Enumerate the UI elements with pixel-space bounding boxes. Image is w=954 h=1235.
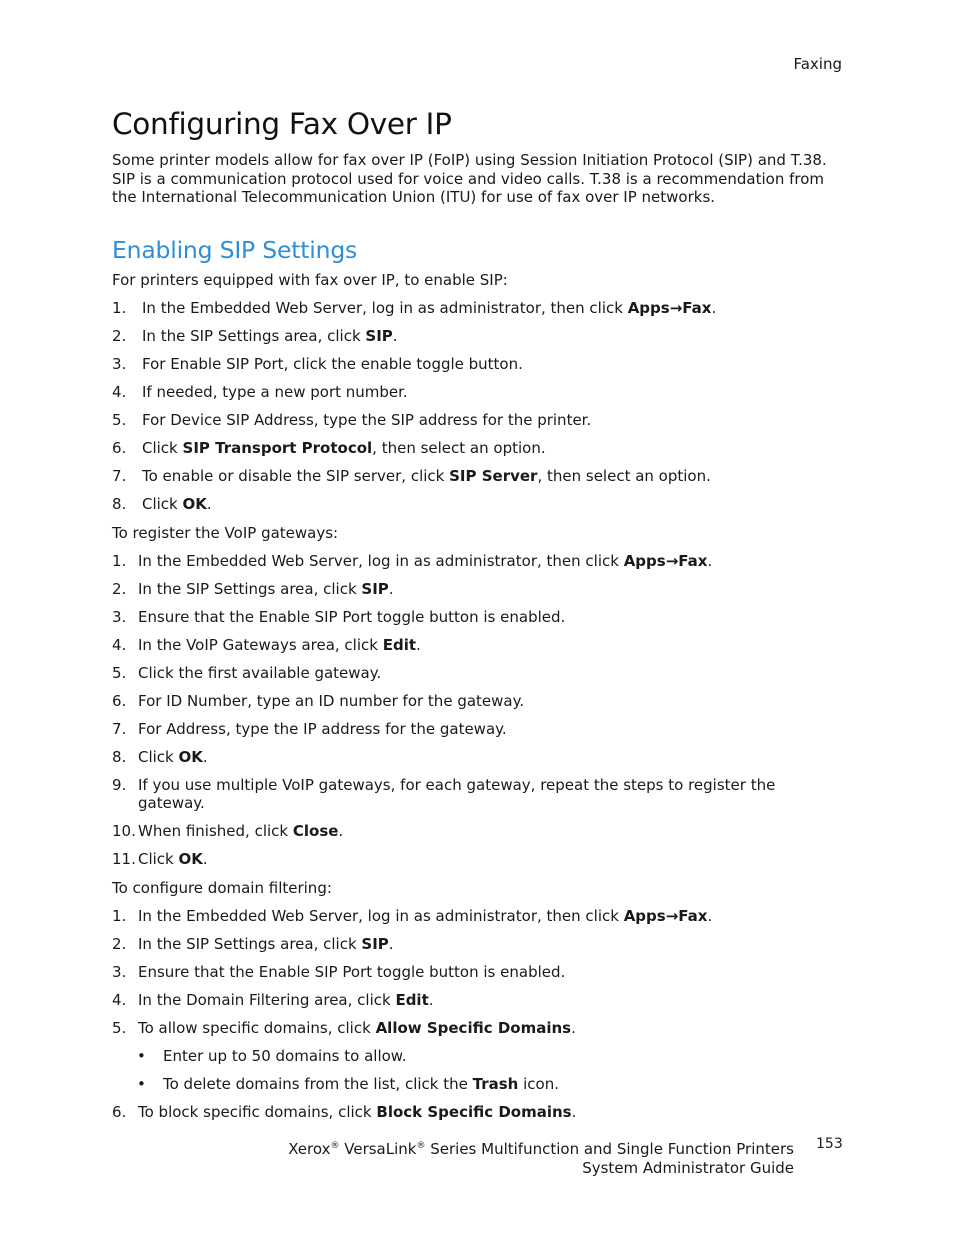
list-item bbox=[112, 720, 844, 738]
registered-mark: ® bbox=[330, 1141, 340, 1151]
step-text-plain: In the Embedded Web Server, log in as administrator, then click bbox=[138, 907, 624, 926]
step-number: 4. bbox=[112, 991, 127, 1010]
step-text-plain: For Device SIP Address, type the SIP address for the printer. bbox=[142, 411, 592, 430]
step-text-plain: To delete domains from the list, click the bbox=[163, 1075, 473, 1094]
step-text-plain: Enter up to 50 domains to allow. bbox=[163, 1047, 407, 1066]
ui-element-name: Allow Specific Domains bbox=[375, 1019, 572, 1038]
bullet-marker: • bbox=[137, 1075, 146, 1094]
step-text bbox=[138, 1103, 576, 1121]
step-text-plain: To enable or disable the SIP server, click bbox=[142, 467, 450, 486]
page-content bbox=[112, 104, 844, 1121]
lead-register-gateways: To register the VoIP gateways: bbox=[112, 524, 339, 543]
list-item bbox=[112, 664, 844, 682]
list-item bbox=[112, 580, 844, 598]
step-text-plain: In the SIP Settings area, click bbox=[138, 580, 362, 599]
bullet-item bbox=[137, 1075, 844, 1093]
step-number: 8. bbox=[112, 748, 127, 767]
step-text-plain: Click bbox=[142, 439, 183, 458]
intro-paragraph: Some printer models allow for fax over IP (FoIP) using Session Initiation Protocol (SIP) and T.38. SIP is a communication protocol used for voice and video calls. T.38 is a recommendation from the International Telecommunication Union (ITU) for use of fax over IP networks. bbox=[112, 151, 827, 207]
step-text-plain: Click bbox=[138, 748, 179, 767]
step-text-plain: Click the first available gateway. bbox=[138, 664, 382, 683]
step-text-plain: When finished, click bbox=[138, 822, 293, 841]
step-text-suffix: icon. bbox=[518, 1075, 559, 1094]
ui-element-name: Edit bbox=[382, 636, 417, 655]
step-text-suffix: . bbox=[707, 907, 713, 926]
list-item bbox=[112, 907, 844, 925]
running-header: Faxing bbox=[793, 55, 842, 73]
step-text-plain: For Address, type the IP address for the gateway. bbox=[138, 720, 507, 739]
footer bbox=[288, 1137, 794, 1178]
list-item bbox=[112, 776, 844, 812]
list-item bbox=[112, 1019, 844, 1037]
step-text-plain: In the VoIP Gateways area, click bbox=[138, 636, 383, 655]
step-text-suffix: . bbox=[571, 1019, 576, 1038]
step-text bbox=[138, 907, 712, 925]
page-number: 153 bbox=[816, 1136, 843, 1152]
footer-brand: Xerox bbox=[288, 1140, 331, 1158]
step-text bbox=[138, 1019, 576, 1037]
list-item bbox=[112, 991, 844, 1009]
list-item bbox=[112, 1103, 844, 1121]
step-text-plain: Ensure that the Enable SIP Port toggle button is enabled. bbox=[138, 608, 566, 627]
step-text-suffix: . bbox=[571, 1103, 577, 1122]
step-text bbox=[138, 748, 208, 766]
list-item bbox=[112, 608, 844, 626]
list-item bbox=[112, 963, 844, 981]
step-text-suffix: . bbox=[707, 552, 713, 571]
step-text bbox=[138, 991, 434, 1009]
bullet-item bbox=[137, 1047, 844, 1065]
ui-element-name: OK bbox=[178, 850, 203, 869]
step-text-plain: Click bbox=[138, 850, 179, 869]
step-text-suffix: . bbox=[428, 991, 434, 1010]
step-text bbox=[138, 636, 421, 654]
step-number: 6. bbox=[112, 439, 127, 458]
step-number: 10. bbox=[112, 822, 136, 841]
step-text-plain: Click bbox=[142, 495, 183, 514]
footer-line1-rest: Series Multifunction and Single Function Printers bbox=[425, 1140, 794, 1158]
list-item bbox=[112, 299, 844, 317]
step-text bbox=[138, 552, 712, 570]
lead-enable-sip: For printers equipped with fax over IP, to enable SIP: bbox=[112, 271, 508, 290]
step-number: 6. bbox=[112, 1103, 127, 1122]
step-number: 1. bbox=[112, 907, 127, 926]
step-text-plain: To block specific domains, click bbox=[138, 1103, 377, 1122]
domain-filtering-steps-continued bbox=[112, 1103, 844, 1121]
ui-element-name: Apps→Fax bbox=[623, 907, 708, 926]
step-number: 9. bbox=[112, 776, 127, 795]
step-text bbox=[138, 720, 507, 738]
section-heading: Enabling SIP Settings bbox=[112, 236, 358, 265]
page-title: Configuring Fax Over IP bbox=[112, 107, 452, 141]
list-item bbox=[112, 692, 844, 710]
step-number: 4. bbox=[112, 636, 127, 655]
step-text-suffix: . bbox=[388, 935, 394, 954]
step-number: 3. bbox=[112, 963, 127, 982]
step-number: 3. bbox=[112, 355, 127, 374]
step-number: 4. bbox=[112, 383, 127, 402]
list-item bbox=[112, 850, 844, 868]
step-text bbox=[142, 383, 408, 401]
step-text-suffix: . bbox=[206, 495, 212, 514]
list-item bbox=[112, 327, 844, 345]
ui-element-name: SIP Server bbox=[449, 467, 538, 486]
step-number: 2. bbox=[112, 580, 127, 599]
step-text bbox=[142, 495, 212, 513]
step-text-suffix: . bbox=[338, 822, 344, 841]
list-item bbox=[112, 355, 844, 373]
bullet-marker: • bbox=[137, 1047, 146, 1066]
step-text-plain: In the SIP Settings area, click bbox=[138, 935, 362, 954]
step-text-suffix: . bbox=[388, 580, 394, 599]
domain-filtering-steps bbox=[112, 907, 844, 1037]
step-number: 5. bbox=[112, 1019, 127, 1038]
list-item bbox=[112, 495, 844, 513]
step-number: 1. bbox=[112, 552, 127, 571]
enable-sip-steps bbox=[112, 299, 844, 513]
list-item bbox=[112, 552, 844, 570]
step-number: 11. bbox=[112, 850, 136, 869]
domain-filtering-bullets bbox=[112, 1047, 844, 1093]
list-item bbox=[112, 935, 844, 953]
step-number: 1. bbox=[112, 299, 127, 318]
ui-element-name: Apps→Fax bbox=[627, 299, 712, 318]
list-item bbox=[112, 822, 844, 840]
step-text bbox=[163, 1075, 559, 1093]
step-text-plain: In the Domain Filtering area, click bbox=[138, 991, 396, 1010]
step-number: 5. bbox=[112, 411, 127, 430]
step-text-plain: In the SIP Settings area, click bbox=[142, 327, 366, 346]
step-text-plain: In the Embedded Web Server, log in as administrator, then click bbox=[142, 299, 628, 318]
list-item bbox=[112, 383, 844, 401]
register-gateway-steps bbox=[112, 552, 844, 868]
ui-element-name: OK bbox=[182, 495, 207, 514]
step-text bbox=[138, 608, 565, 626]
step-text-suffix: . bbox=[711, 299, 717, 318]
ui-element-name: Block Specific Domains bbox=[376, 1103, 572, 1122]
step-text-plain: In the Embedded Web Server, log in as administrator, then click bbox=[138, 552, 624, 571]
step-text bbox=[142, 355, 523, 373]
step-number: 2. bbox=[112, 327, 127, 346]
step-text-suffix: . bbox=[416, 636, 421, 655]
step-text bbox=[142, 299, 716, 317]
step-text bbox=[138, 850, 208, 868]
step-text bbox=[138, 776, 844, 812]
step-number: 7. bbox=[112, 720, 127, 739]
step-text bbox=[138, 580, 394, 598]
ui-element-name: OK bbox=[178, 748, 203, 767]
step-text-plain: If you use multiple VoIP gateways, for each gateway, repeat the steps to register the gateway. bbox=[138, 776, 776, 813]
step-text-plain: For ID Number, type an ID number for the gateway. bbox=[138, 692, 525, 711]
step-number: 3. bbox=[112, 608, 127, 627]
ui-element-name: Edit bbox=[395, 991, 429, 1010]
list-item bbox=[112, 748, 844, 766]
step-text bbox=[138, 692, 524, 710]
step-text-suffix: , then select an option. bbox=[372, 439, 546, 458]
step-text bbox=[142, 439, 546, 457]
registered-mark: ® bbox=[416, 1141, 426, 1151]
ui-element-name: SIP bbox=[361, 580, 389, 599]
ui-element-name: SIP bbox=[365, 327, 393, 346]
ui-element-name: SIP bbox=[361, 935, 389, 954]
step-number: 6. bbox=[112, 692, 127, 711]
step-text-suffix: , then select an option. bbox=[537, 467, 711, 486]
step-text-plain: For Enable SIP Port, click the enable toggle button. bbox=[142, 355, 523, 374]
ui-element-name: Close bbox=[292, 822, 339, 841]
list-item bbox=[112, 467, 844, 485]
footer-line2: System Administrator Guide bbox=[582, 1159, 794, 1177]
step-number: 5. bbox=[112, 664, 127, 683]
footer-product: VersaLink bbox=[344, 1140, 417, 1158]
step-text-plain: Ensure that the Enable SIP Port toggle button is enabled. bbox=[138, 963, 566, 982]
ui-element-name: Trash bbox=[472, 1075, 519, 1094]
lead-domain-filtering: To configure domain filtering: bbox=[112, 879, 332, 898]
step-text-suffix: . bbox=[202, 748, 208, 767]
step-text-suffix: . bbox=[202, 850, 208, 869]
step-text bbox=[163, 1047, 406, 1065]
ui-element-name: SIP Transport Protocol bbox=[182, 439, 373, 458]
footer-line1 bbox=[288, 1137, 794, 1159]
list-item bbox=[112, 636, 844, 654]
step-text bbox=[142, 467, 711, 485]
step-text bbox=[138, 935, 394, 953]
step-text-suffix: . bbox=[392, 327, 398, 346]
step-text-plain: To allow specific domains, click bbox=[138, 1019, 376, 1038]
ui-element-name: Apps→Fax bbox=[623, 552, 708, 571]
step-number: 8. bbox=[112, 495, 127, 514]
step-text bbox=[138, 963, 565, 981]
step-number: 2. bbox=[112, 935, 127, 954]
step-text-plain: If needed, type a new port number. bbox=[142, 383, 408, 402]
list-item bbox=[112, 439, 844, 457]
step-text bbox=[142, 411, 591, 429]
list-item bbox=[112, 411, 844, 429]
step-text bbox=[138, 664, 381, 682]
step-number: 7. bbox=[112, 467, 127, 486]
step-text bbox=[138, 822, 343, 840]
step-text bbox=[142, 327, 398, 345]
